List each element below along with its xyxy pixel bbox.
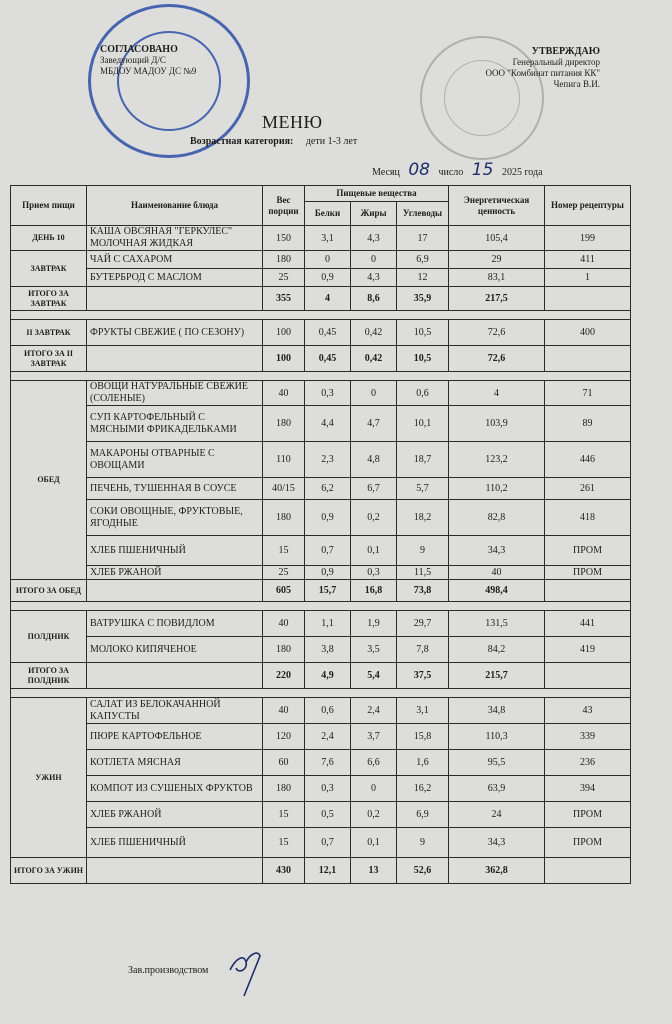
table-row: [11, 566, 631, 580]
total-label-cell: ИТОГО ЗА ОБЕД: [11, 580, 87, 602]
fat-cell: 0,3: [351, 566, 397, 580]
energy-cell: 4: [449, 381, 545, 406]
round-seal-stamp-left: [88, 4, 250, 158]
table-row: [11, 500, 631, 536]
header-portion: Вес порции: [263, 186, 305, 226]
energy-cell: 110,2: [449, 478, 545, 500]
table-row: [11, 637, 631, 663]
total-row: [11, 346, 631, 372]
handwritten-signature: [222, 940, 272, 1000]
fat-cell: 0: [351, 381, 397, 406]
dish-name-cell: МАКАРОНЫ ОТВАРНЫЕ С ОВОЩАМИ: [87, 442, 263, 478]
total-label-cell: ИТОГО ЗА ПОЛДНИК: [11, 663, 87, 689]
table-row: [11, 611, 631, 637]
energy-cell: 110,3: [449, 724, 545, 750]
energy-cell: 123,2: [449, 442, 545, 478]
protein-cell: 0,3: [305, 776, 351, 802]
dish-name-cell: ПЕЧЕНЬ, ТУШЕННАЯ В СОУСЕ: [87, 478, 263, 500]
year-text: 2025 года: [501, 167, 543, 178]
fat-cell: 0,1: [351, 828, 397, 858]
total-energy-cell: 217,5: [449, 287, 545, 311]
carbs-cell: 0,6: [397, 381, 449, 406]
table-row: [11, 406, 631, 442]
approval-left-head: СОГЛАСОВАНО: [100, 44, 178, 55]
fat-cell: 0,2: [351, 500, 397, 536]
total-fat-cell: 8,6: [351, 287, 397, 311]
dish-name-cell: ПЮРЕ КАРТОФЕЛЬНОЕ: [87, 724, 263, 750]
table-row: [11, 251, 631, 269]
energy-cell: 34,3: [449, 828, 545, 858]
total-fat-cell: 0,42: [351, 346, 397, 372]
carbs-cell: 10,1: [397, 406, 449, 442]
energy-cell: 34,8: [449, 698, 545, 724]
portion-cell: 180: [263, 637, 305, 663]
protein-cell: 3,8: [305, 637, 351, 663]
header-recipe: Номер рецептуры: [545, 186, 631, 226]
dish-name-cell: ХЛЕБ ПШЕНИЧНЫЙ: [87, 828, 263, 858]
approval-left-line: Заведующий Д/С: [100, 55, 166, 65]
total-fat-cell: 5,4: [351, 663, 397, 689]
day-label: число: [438, 167, 464, 178]
fat-cell: 0,42: [351, 320, 397, 346]
table-row: [11, 226, 631, 251]
day-value: 15: [471, 160, 494, 180]
total-protein-cell: 15,7: [305, 580, 351, 602]
total-label-cell: ИТОГО ЗА II ЗАВТРАК: [11, 346, 87, 372]
recipe-cell: 89: [545, 406, 631, 442]
protein-cell: 0,9: [305, 566, 351, 580]
total-recipe-empty-cell: [545, 580, 631, 602]
energy-cell: 105,4: [449, 226, 545, 251]
carbs-cell: 7,8: [397, 637, 449, 663]
dish-name-cell: ЧАЙ С САХАРОМ: [87, 251, 263, 269]
section-gap-cell: [11, 689, 631, 698]
total-carbs-cell: 37,5: [397, 663, 449, 689]
carbs-cell: 10,5: [397, 320, 449, 346]
protein-cell: 0,9: [305, 269, 351, 287]
total-empty-cell: [87, 858, 263, 884]
portion-cell: 110: [263, 442, 305, 478]
fat-cell: 6,6: [351, 750, 397, 776]
meal-label-cell: ОБЕД: [11, 381, 87, 580]
header-fat: Жиры: [351, 202, 397, 226]
protein-cell: 0,5: [305, 802, 351, 828]
header-carbs: Углеводы: [397, 202, 449, 226]
total-energy-cell: 72,6: [449, 346, 545, 372]
header-protein: Белки: [305, 202, 351, 226]
protein-cell: 0,7: [305, 828, 351, 858]
total-protein-cell: 4: [305, 287, 351, 311]
recipe-cell: ПРОМ: [545, 536, 631, 566]
recipe-cell: 446: [545, 442, 631, 478]
carbs-cell: 11,5: [397, 566, 449, 580]
fat-cell: 3,7: [351, 724, 397, 750]
fat-cell: 0: [351, 251, 397, 269]
total-carbs-cell: 52,6: [397, 858, 449, 884]
dish-name-cell: САЛАТ ИЗ БЕЛОКАЧАННОЙ КАПУСТЫ: [87, 698, 263, 724]
carbs-cell: 6,9: [397, 802, 449, 828]
total-empty-cell: [87, 663, 263, 689]
recipe-cell: 411: [545, 251, 631, 269]
dish-name-cell: СУП КАРТОФЕЛЬНЫЙ С МЯСНЫМИ ФРИКАДЕЛЬКАМИ: [87, 406, 263, 442]
dish-name-cell: ОВОЩИ НАТУРАЛЬНЫЕ СВЕЖИЕ (СОЛЕНЫЕ): [87, 381, 263, 406]
total-fat-cell: 13: [351, 858, 397, 884]
dish-name-cell: ХЛЕБ РЖАНОЙ: [87, 566, 263, 580]
portion-cell: 15: [263, 802, 305, 828]
portion-cell: 25: [263, 269, 305, 287]
portion-cell: 40: [263, 611, 305, 637]
portion-cell: 180: [263, 251, 305, 269]
dish-name-cell: ХЛЕБ ПШЕНИЧНЫЙ: [87, 536, 263, 566]
total-recipe-empty-cell: [545, 346, 631, 372]
dish-name-cell: ХЛЕБ РЖАНОЙ: [87, 802, 263, 828]
header-dish: Наименование блюда: [87, 186, 263, 226]
section-gap-cell: [11, 311, 631, 320]
total-recipe-empty-cell: [545, 663, 631, 689]
portion-cell: 40: [263, 698, 305, 724]
total-label-cell: ИТОГО ЗА УЖИН: [11, 858, 87, 884]
total-row: [11, 580, 631, 602]
approval-right-line: Генеральный директор: [512, 57, 600, 67]
carbs-cell: 29,7: [397, 611, 449, 637]
table-row: [11, 802, 631, 828]
total-portion-cell: 605: [263, 580, 305, 602]
carbs-cell: 16,2: [397, 776, 449, 802]
table-row: [11, 381, 631, 406]
portion-cell: 180: [263, 406, 305, 442]
total-carbs-cell: 10,5: [397, 346, 449, 372]
fat-cell: 0,1: [351, 536, 397, 566]
header-meal: Прием пищи: [11, 186, 87, 226]
protein-cell: 6,2: [305, 478, 351, 500]
total-fat-cell: 16,8: [351, 580, 397, 602]
portion-cell: 60: [263, 750, 305, 776]
fat-cell: 3,5: [351, 637, 397, 663]
total-protein-cell: 4,9: [305, 663, 351, 689]
fat-cell: 4,8: [351, 442, 397, 478]
carbs-cell: 9: [397, 536, 449, 566]
protein-cell: 1,1: [305, 611, 351, 637]
dish-name-cell: МОЛОКО КИПЯЧЕНОЕ: [87, 637, 263, 663]
total-row: [11, 858, 631, 884]
section-gap: [11, 372, 631, 381]
carbs-cell: 18,7: [397, 442, 449, 478]
menu-table: [10, 185, 631, 884]
recipe-cell: ПРОМ: [545, 828, 631, 858]
protein-cell: 0,9: [305, 500, 351, 536]
table-row: [11, 698, 631, 724]
energy-cell: 103,9: [449, 406, 545, 442]
portion-cell: 100: [263, 320, 305, 346]
portion-cell: 120: [263, 724, 305, 750]
section-gap: [11, 602, 631, 611]
signature-label: Зав.производством: [128, 965, 209, 976]
carbs-cell: 15,8: [397, 724, 449, 750]
recipe-cell: 261: [545, 478, 631, 500]
table-row: [11, 828, 631, 858]
section-gap: [11, 311, 631, 320]
energy-cell: 34,3: [449, 536, 545, 566]
section-gap-cell: [11, 602, 631, 611]
approval-right-line: Чепига В.И.: [553, 79, 600, 89]
portion-cell: 15: [263, 828, 305, 858]
protein-cell: 2,4: [305, 724, 351, 750]
portion-cell: 180: [263, 776, 305, 802]
fat-cell: 4,3: [351, 269, 397, 287]
protein-cell: 3,1: [305, 226, 351, 251]
carbs-cell: 3,1: [397, 698, 449, 724]
total-recipe-empty-cell: [545, 858, 631, 884]
table-row: [11, 776, 631, 802]
portion-cell: 180: [263, 500, 305, 536]
energy-cell: 95,5: [449, 750, 545, 776]
dish-name-cell: СОКИ ОВОЩНЫЕ, ФРУКТОВЫЕ, ЯГОДНЫЕ: [87, 500, 263, 536]
dish-name-cell: БУТЕРБРОД С МАСЛОМ: [87, 269, 263, 287]
approval-block-right: [440, 46, 600, 90]
month-value: 08: [408, 160, 430, 180]
energy-cell: 29: [449, 251, 545, 269]
total-portion-cell: 430: [263, 858, 305, 884]
energy-cell: 40: [449, 566, 545, 580]
total-energy-cell: 498,4: [449, 580, 545, 602]
total-row: [11, 287, 631, 311]
recipe-cell: 339: [545, 724, 631, 750]
total-protein-cell: 0,45: [305, 346, 351, 372]
total-carbs-cell: 35,9: [397, 287, 449, 311]
dish-name-cell: КОТЛЕТА МЯСНАЯ: [87, 750, 263, 776]
table-row: [11, 320, 631, 346]
energy-cell: 131,5: [449, 611, 545, 637]
total-label-cell: ИТОГО ЗА ЗАВТРАК: [11, 287, 87, 311]
carbs-cell: 5,7: [397, 478, 449, 500]
total-empty-cell: [87, 346, 263, 372]
recipe-cell: 71: [545, 381, 631, 406]
age-category: [190, 136, 357, 147]
carbs-cell: 18,2: [397, 500, 449, 536]
recipe-cell: 419: [545, 637, 631, 663]
recipe-cell: 236: [545, 750, 631, 776]
table-row: [11, 442, 631, 478]
table-row: [11, 478, 631, 500]
dish-name-cell: КОМПОТ ИЗ СУШЕНЫХ ФРУКТОВ: [87, 776, 263, 802]
carbs-cell: 17: [397, 226, 449, 251]
age-category-value: дети 1-3 лет: [305, 136, 358, 147]
approval-right-line: ООО "Комбинат питания КК": [485, 68, 600, 78]
recipe-cell: 400: [545, 320, 631, 346]
total-energy-cell: 362,8: [449, 858, 545, 884]
fat-cell: 1,9: [351, 611, 397, 637]
fat-cell: 0,2: [351, 802, 397, 828]
age-category-label: Возрастная категория:: [190, 136, 294, 147]
total-protein-cell: 12,1: [305, 858, 351, 884]
energy-cell: 84,2: [449, 637, 545, 663]
energy-cell: 63,9: [449, 776, 545, 802]
fat-cell: 4,7: [351, 406, 397, 442]
fat-cell: 4,3: [351, 226, 397, 251]
energy-cell: 82,8: [449, 500, 545, 536]
total-portion-cell: 355: [263, 287, 305, 311]
recipe-cell: 441: [545, 611, 631, 637]
table-row: [11, 536, 631, 566]
total-carbs-cell: 73,8: [397, 580, 449, 602]
protein-cell: 7,6: [305, 750, 351, 776]
month-label: Месяц: [372, 167, 400, 178]
header-energy: Энергетическая ценность: [449, 186, 545, 226]
table-row: [11, 269, 631, 287]
recipe-cell: ПРОМ: [545, 802, 631, 828]
carbs-cell: 1,6: [397, 750, 449, 776]
protein-cell: 0,3: [305, 381, 351, 406]
carbs-cell: 9: [397, 828, 449, 858]
fat-cell: 6,7: [351, 478, 397, 500]
approval-block-left: [100, 44, 230, 77]
protein-cell: 4,4: [305, 406, 351, 442]
meal-label-cell: ПОЛДНИК: [11, 611, 87, 663]
dish-name-cell: КАША ОВСЯНАЯ "ГЕРКУЛЕС" МОЛОЧНАЯ ЖИДКАЯ: [87, 226, 263, 251]
protein-cell: 0,45: [305, 320, 351, 346]
recipe-cell: 43: [545, 698, 631, 724]
document-title: МЕНЮ: [262, 112, 323, 132]
recipe-cell: 418: [545, 500, 631, 536]
protein-cell: 0: [305, 251, 351, 269]
portion-cell: 25: [263, 566, 305, 580]
fat-cell: 2,4: [351, 698, 397, 724]
protein-cell: 0,6: [305, 698, 351, 724]
total-portion-cell: 100: [263, 346, 305, 372]
total-portion-cell: 220: [263, 663, 305, 689]
dish-name-cell: ВАТРУШКА С ПОВИДЛОМ: [87, 611, 263, 637]
recipe-cell: 394: [545, 776, 631, 802]
recipe-cell: 1: [545, 269, 631, 287]
approval-right-head: УТВЕРЖДАЮ: [531, 46, 600, 57]
section-gap: [11, 689, 631, 698]
approval-left-line: МБДОУ МАДОУ ДС №9: [100, 66, 197, 76]
total-recipe-empty-cell: [545, 287, 631, 311]
recipe-cell: ПРОМ: [545, 566, 631, 580]
fat-cell: 0: [351, 776, 397, 802]
meal-label-cell: ЗАВТРАК: [11, 251, 87, 287]
meal-label-cell: II ЗАВТРАК: [11, 320, 87, 346]
total-empty-cell: [87, 287, 263, 311]
section-gap-cell: [11, 372, 631, 381]
total-energy-cell: 215,7: [449, 663, 545, 689]
menu-table-body: [11, 226, 631, 884]
dish-name-cell: ФРУКТЫ СВЕЖИЕ ( ПО СЕЗОНУ): [87, 320, 263, 346]
date-line: [372, 160, 543, 180]
energy-cell: 83,1: [449, 269, 545, 287]
carbs-cell: 6,9: [397, 251, 449, 269]
table-row: [11, 724, 631, 750]
day-label-cell: ДЕНЬ 10: [11, 226, 87, 251]
recipe-cell: 199: [545, 226, 631, 251]
protein-cell: 0,7: [305, 536, 351, 566]
carbs-cell: 12: [397, 269, 449, 287]
energy-cell: 24: [449, 802, 545, 828]
meal-label-cell: УЖИН: [11, 698, 87, 858]
portion-cell: 15: [263, 536, 305, 566]
protein-cell: 2,3: [305, 442, 351, 478]
energy-cell: 72,6: [449, 320, 545, 346]
header-nutrients: Пищевые вещества: [305, 186, 449, 202]
total-row: [11, 663, 631, 689]
portion-cell: 40/15: [263, 478, 305, 500]
portion-cell: 150: [263, 226, 305, 251]
table-row: [11, 750, 631, 776]
total-empty-cell: [87, 580, 263, 602]
portion-cell: 40: [263, 381, 305, 406]
